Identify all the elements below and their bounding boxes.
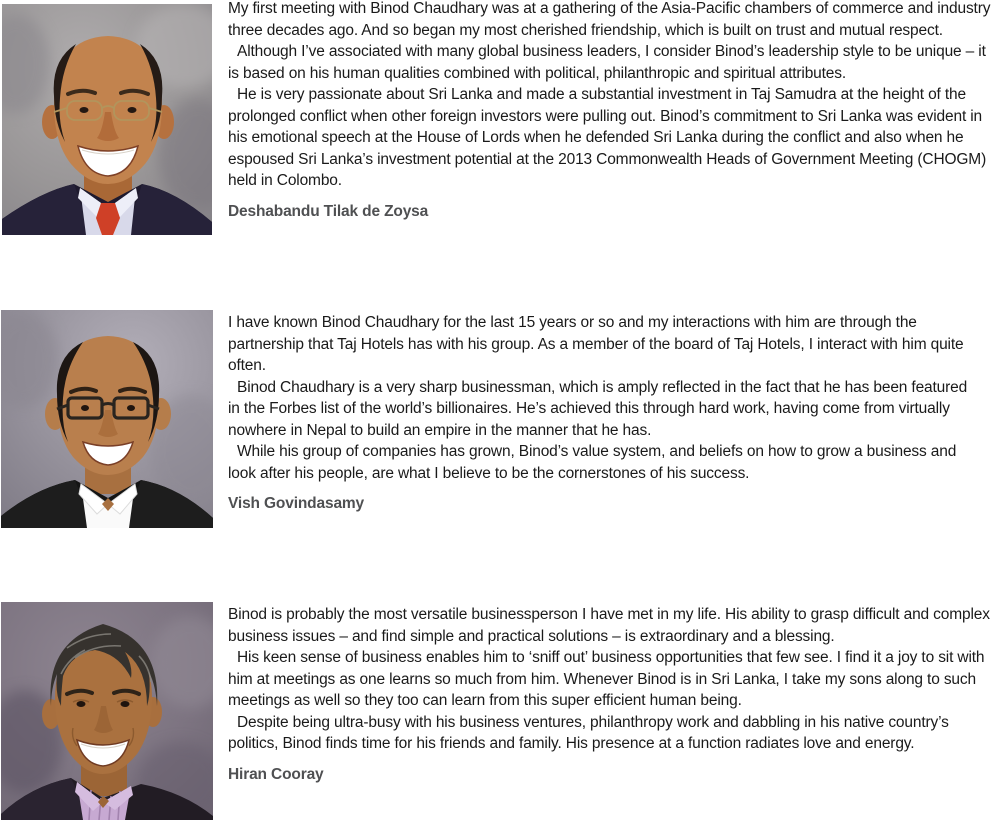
author-name: Deshabandu Tilak de Zoysa <box>228 202 429 220</box>
testimonial-paragraph: His keen sense of business enables him to ‘sniff out’ business opportunities that few see. I find it a joy to sit with him at meetings as one learns so much from him. Whenever Binod is in Sri Lanka, I take my sons along to such meetings as well so they too can learn from this super efficient human being. <box>228 649 985 709</box>
testimonial-paragraph: My first meeting with Binod Chaudhary was at a gathering of the Asia-Pacific chambers of commerce and industry three decades ago. And so began my most cherished friendship, which is built on trust and mutual respect. <box>228 0 991 39</box>
portrait-photo-deshabandu-tilak-de-zoysa <box>2 4 212 235</box>
testimonial-text-2 <box>228 312 968 515</box>
testimonial-paragraph: While his group of companies has grown, Binod’s value system, and beliefs on how to grow a business and look after his people, are what I believe to be the cornerstones of his success. <box>228 443 957 482</box>
testimonial-paragraph: Despite being ultra-busy with his business ventures, philanthropy work and dabbling in his native country’s politics, Binod finds time for his friends and family. His presence at a function radiates love and energy. <box>228 713 949 752</box>
author-name: Hiran Cooray <box>228 765 324 783</box>
portrait-photo-vish-govindasamy <box>1 310 213 528</box>
testimonial-text-3 <box>228 604 1000 785</box>
portrait-photo-hiran-cooray <box>1 602 213 820</box>
author-name: Vish Govindasamy <box>228 495 365 512</box>
testimonial-paragraph: He is very passionate about Sri Lanka and made a substantial investment in Taj Samudra at the height of the prolonged conflict when other foreign investors were pulling out. Binod’s commitment to Sri Lanka was evident in his emotional speech at the House of Lords when he defended Sri Lanka during the conflict and also when he espoused Sri Lanka’s investment potential at the 2013 Commonwealth Heads of Government Meeting (CHOGM) held in Colombo. <box>228 86 987 189</box>
testimonial-paragraph: I have known Binod Chaudhary for the last 15 years or so and my interactions with him are through the partnership that Taj Hotels has with his group. As a member of the board of Taj Hotels, I interact with him quite often. <box>228 314 964 374</box>
testimonial-paragraph: Although I’ve associated with many global business leaders, I consider Binod’s leadership style to be unique – it is based on his human qualities combined with political, philanthropic and spiritual attributes. <box>228 43 986 82</box>
testimonial-text-1 <box>228 0 1000 222</box>
testimonial-paragraph: Binod Chaudhary is a very sharp businessman, which is amply reflected in the fact that he has been featured in the Forbes list of the world’s billionaires. He’s achieved this through hard work, having come from virtually nowhere in Nepal to build an empire in the manner that he has. <box>228 378 968 439</box>
testimonial-paragraph: Binod is probably the most versatile businessperson I have met in my life. His ability to grasp difficult and complex business issues – and find simple and practical solutions – is extraordinary and a blessing. <box>228 606 990 645</box>
